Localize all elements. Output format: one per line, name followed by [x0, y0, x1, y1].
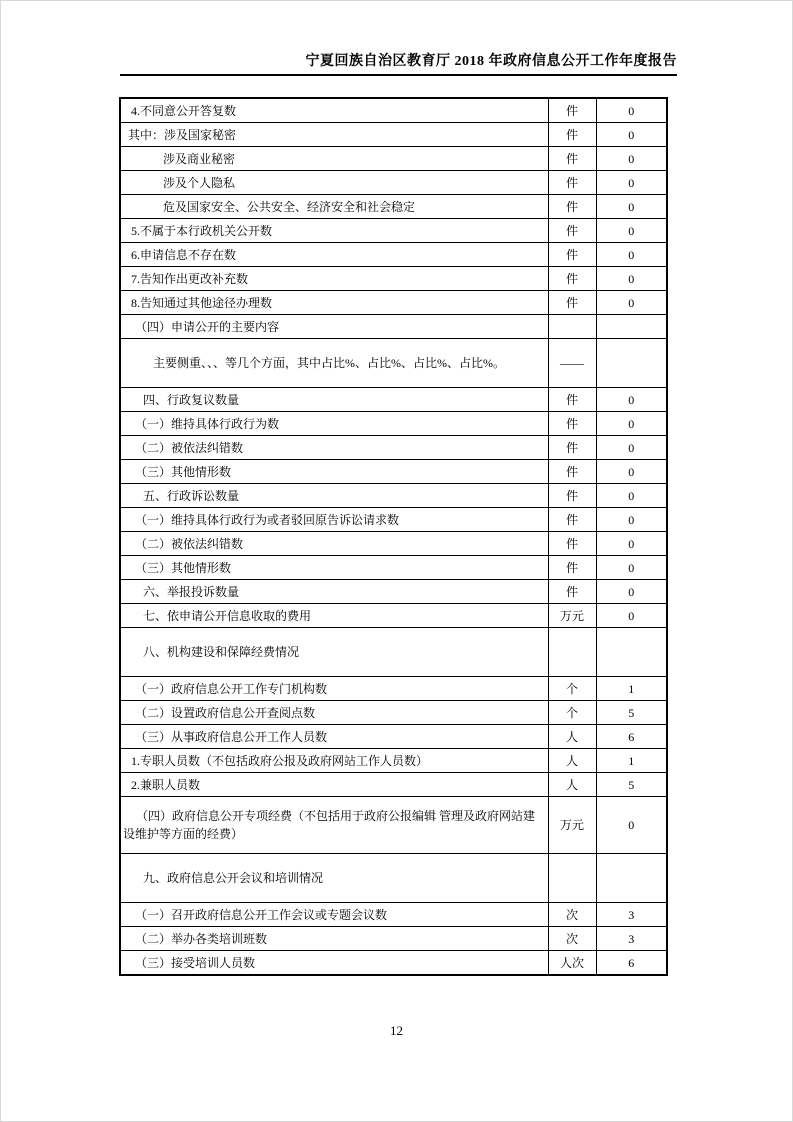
row-label: （三）接受培训人员数 — [120, 951, 548, 976]
row-value-cell: 0 — [596, 436, 667, 460]
row-label: （三）其他情形数 — [120, 460, 548, 484]
row-label: 8.告知通过其他途径办理数 — [120, 291, 548, 315]
table-row — [120, 388, 667, 412]
row-value-cell: 3 — [596, 927, 667, 951]
row-value-cell — [596, 628, 667, 677]
row-unit-cell: 件 — [548, 580, 596, 604]
row-unit-cell — [548, 854, 596, 903]
table-row — [120, 677, 667, 701]
row-value-cell: 0 — [596, 147, 667, 171]
table-row — [120, 219, 667, 243]
table-row — [120, 773, 667, 797]
table-row — [120, 147, 667, 171]
row-value-cell: 0 — [596, 604, 667, 628]
row-label: （一）维持具体行政行为数 — [120, 412, 548, 436]
row-value-cell: 0 — [596, 267, 667, 291]
table-row — [120, 123, 667, 147]
row-label: （二）举办各类培训班数 — [120, 927, 548, 951]
row-value-cell: 0 — [596, 98, 667, 123]
row-unit-cell: 件 — [548, 243, 596, 267]
page-header-title: 宁夏回族自治区教育厅 2018 年政府信息公开工作年度报告 — [305, 54, 677, 69]
row-label: 1.专职人员数（不包括政府公报及政府网站工作人员数） — [120, 749, 548, 773]
row-unit-cell: 件 — [548, 508, 596, 532]
row-unit-cell: 件 — [548, 123, 596, 147]
row-value-cell: 3 — [596, 903, 667, 927]
row-unit-cell: 件 — [548, 291, 596, 315]
row-unit-cell: 个 — [548, 701, 596, 725]
row-value-cell: 0 — [596, 508, 667, 532]
table-row — [120, 903, 667, 927]
table-row — [120, 556, 667, 580]
row-label: （一）召开政府信息公开工作会议或专题会议数 — [120, 903, 548, 927]
row-value-cell: 0 — [596, 219, 667, 243]
row-label: （二）设置政府信息公开查阅点数 — [120, 701, 548, 725]
row-value-cell: 1 — [596, 677, 667, 701]
row-label: 涉及个人隐私 — [120, 171, 548, 195]
table-row — [120, 854, 667, 903]
row-value-cell: 0 — [596, 171, 667, 195]
table-row — [120, 604, 667, 628]
table-row — [120, 927, 667, 951]
row-unit-cell: 人 — [548, 773, 596, 797]
report-table — [119, 97, 668, 976]
table-row — [120, 628, 667, 677]
row-value-cell: 1 — [596, 749, 667, 773]
row-value-cell — [596, 315, 667, 339]
table-row — [120, 508, 667, 532]
row-label: （四）政府信息公开专项经费（不包括用于政府公报编辑 管理及政府网站建设维护等方面的经费） — [120, 797, 548, 854]
row-unit-cell — [548, 315, 596, 339]
row-label: 六、举报投诉数量 — [120, 580, 548, 604]
row-unit-cell — [548, 628, 596, 677]
row-unit-cell: —— — [548, 339, 596, 388]
row-unit-cell: 人 — [548, 749, 596, 773]
table-row — [120, 98, 667, 123]
row-label: 6.申请信息不存在数 — [120, 243, 548, 267]
row-value-cell: 5 — [596, 701, 667, 725]
row-value-cell: 0 — [596, 484, 667, 508]
row-unit-cell: 件 — [548, 532, 596, 556]
row-value-cell — [596, 854, 667, 903]
row-value-cell: 0 — [596, 412, 667, 436]
row-value-cell: 0 — [596, 580, 667, 604]
row-label: 涉及商业秘密 — [120, 147, 548, 171]
table-row — [120, 339, 667, 388]
table-row — [120, 243, 667, 267]
row-label: （四）申请公开的主要内容 — [120, 315, 548, 339]
page-number: 12 — [390, 1023, 403, 1038]
row-value-cell: 0 — [596, 556, 667, 580]
row-unit-cell: 万元 — [548, 604, 596, 628]
header-divider — [120, 74, 677, 76]
row-value-cell: 0 — [596, 532, 667, 556]
row-unit-cell: 次 — [548, 903, 596, 927]
row-label: 七、依申请公开信息收取的费用 — [120, 604, 548, 628]
row-label: 四、行政复议数量 — [120, 388, 548, 412]
row-value-cell: 5 — [596, 773, 667, 797]
row-unit-cell: 件 — [548, 98, 596, 123]
row-value-cell: 0 — [596, 243, 667, 267]
table-row — [120, 315, 667, 339]
row-unit-cell: 件 — [548, 460, 596, 484]
row-unit-cell: 件 — [548, 556, 596, 580]
table-row — [120, 484, 667, 508]
table-row — [120, 171, 667, 195]
row-label: （一）政府信息公开工作专门机构数 — [120, 677, 548, 701]
row-label: （三）从事政府信息公开工作人员数 — [120, 725, 548, 749]
row-label: （三）其他情形数 — [120, 556, 548, 580]
table-row — [120, 749, 667, 773]
row-unit-cell: 件 — [548, 412, 596, 436]
table-row — [120, 580, 667, 604]
row-unit-cell: 件 — [548, 147, 596, 171]
row-unit-cell: 件 — [548, 436, 596, 460]
row-unit-cell: 个 — [548, 677, 596, 701]
table-row — [120, 797, 667, 854]
row-label: （二）被依法纠错数 — [120, 436, 548, 460]
row-unit-cell: 次 — [548, 927, 596, 951]
row-label: 主要侧重、、、等几个方面，其中占比%、占比%、占比%、占比%。 — [120, 339, 548, 388]
row-unit-cell: 人次 — [548, 951, 596, 976]
table-row — [120, 267, 667, 291]
row-label: 九、政府信息公开会议和培训情况 — [120, 854, 548, 903]
row-value-cell: 0 — [596, 291, 667, 315]
row-value-cell — [596, 339, 667, 388]
table-row — [120, 701, 667, 725]
row-value-cell: 0 — [596, 388, 667, 412]
row-unit-cell: 件 — [548, 219, 596, 243]
table-row — [120, 532, 667, 556]
row-label: 5.不属于本行政机关公开数 — [120, 219, 548, 243]
row-label: 4.不同意公开答复数 — [120, 98, 548, 123]
row-label: 危及国家安全、公共安全、经济安全和社会稳定 — [120, 195, 548, 219]
row-unit-cell: 件 — [548, 171, 596, 195]
table-row — [120, 460, 667, 484]
report-table-body — [120, 98, 667, 975]
row-unit-cell: 件 — [548, 484, 596, 508]
row-unit-cell: 万元 — [548, 797, 596, 854]
row-unit-cell: 件 — [548, 195, 596, 219]
row-label: 7.告知作出更改补充数 — [120, 267, 548, 291]
row-value-cell: 6 — [596, 725, 667, 749]
row-label: 其中：涉及国家秘密 — [120, 123, 548, 147]
table-row — [120, 412, 667, 436]
row-label: 五、行政诉讼数量 — [120, 484, 548, 508]
table-row — [120, 195, 667, 219]
table-row — [120, 436, 667, 460]
table-row — [120, 291, 667, 315]
row-value-cell: 6 — [596, 951, 667, 976]
row-label: 2.兼职人员数 — [120, 773, 548, 797]
row-value-cell: 0 — [596, 797, 667, 854]
row-label: 八、机构建设和保障经费情况 — [120, 628, 548, 677]
row-value-cell: 0 — [596, 460, 667, 484]
row-unit-cell: 人 — [548, 725, 596, 749]
row-unit-cell: 件 — [548, 388, 596, 412]
row-unit-cell: 件 — [548, 267, 596, 291]
table-row — [120, 725, 667, 749]
table-row — [120, 951, 667, 976]
row-value-cell: 0 — [596, 123, 667, 147]
row-label: （一）维持具体行政行为或者驳回原告诉讼请求数 — [120, 508, 548, 532]
row-value-cell: 0 — [596, 195, 667, 219]
row-label: （二）被依法纠错数 — [120, 532, 548, 556]
